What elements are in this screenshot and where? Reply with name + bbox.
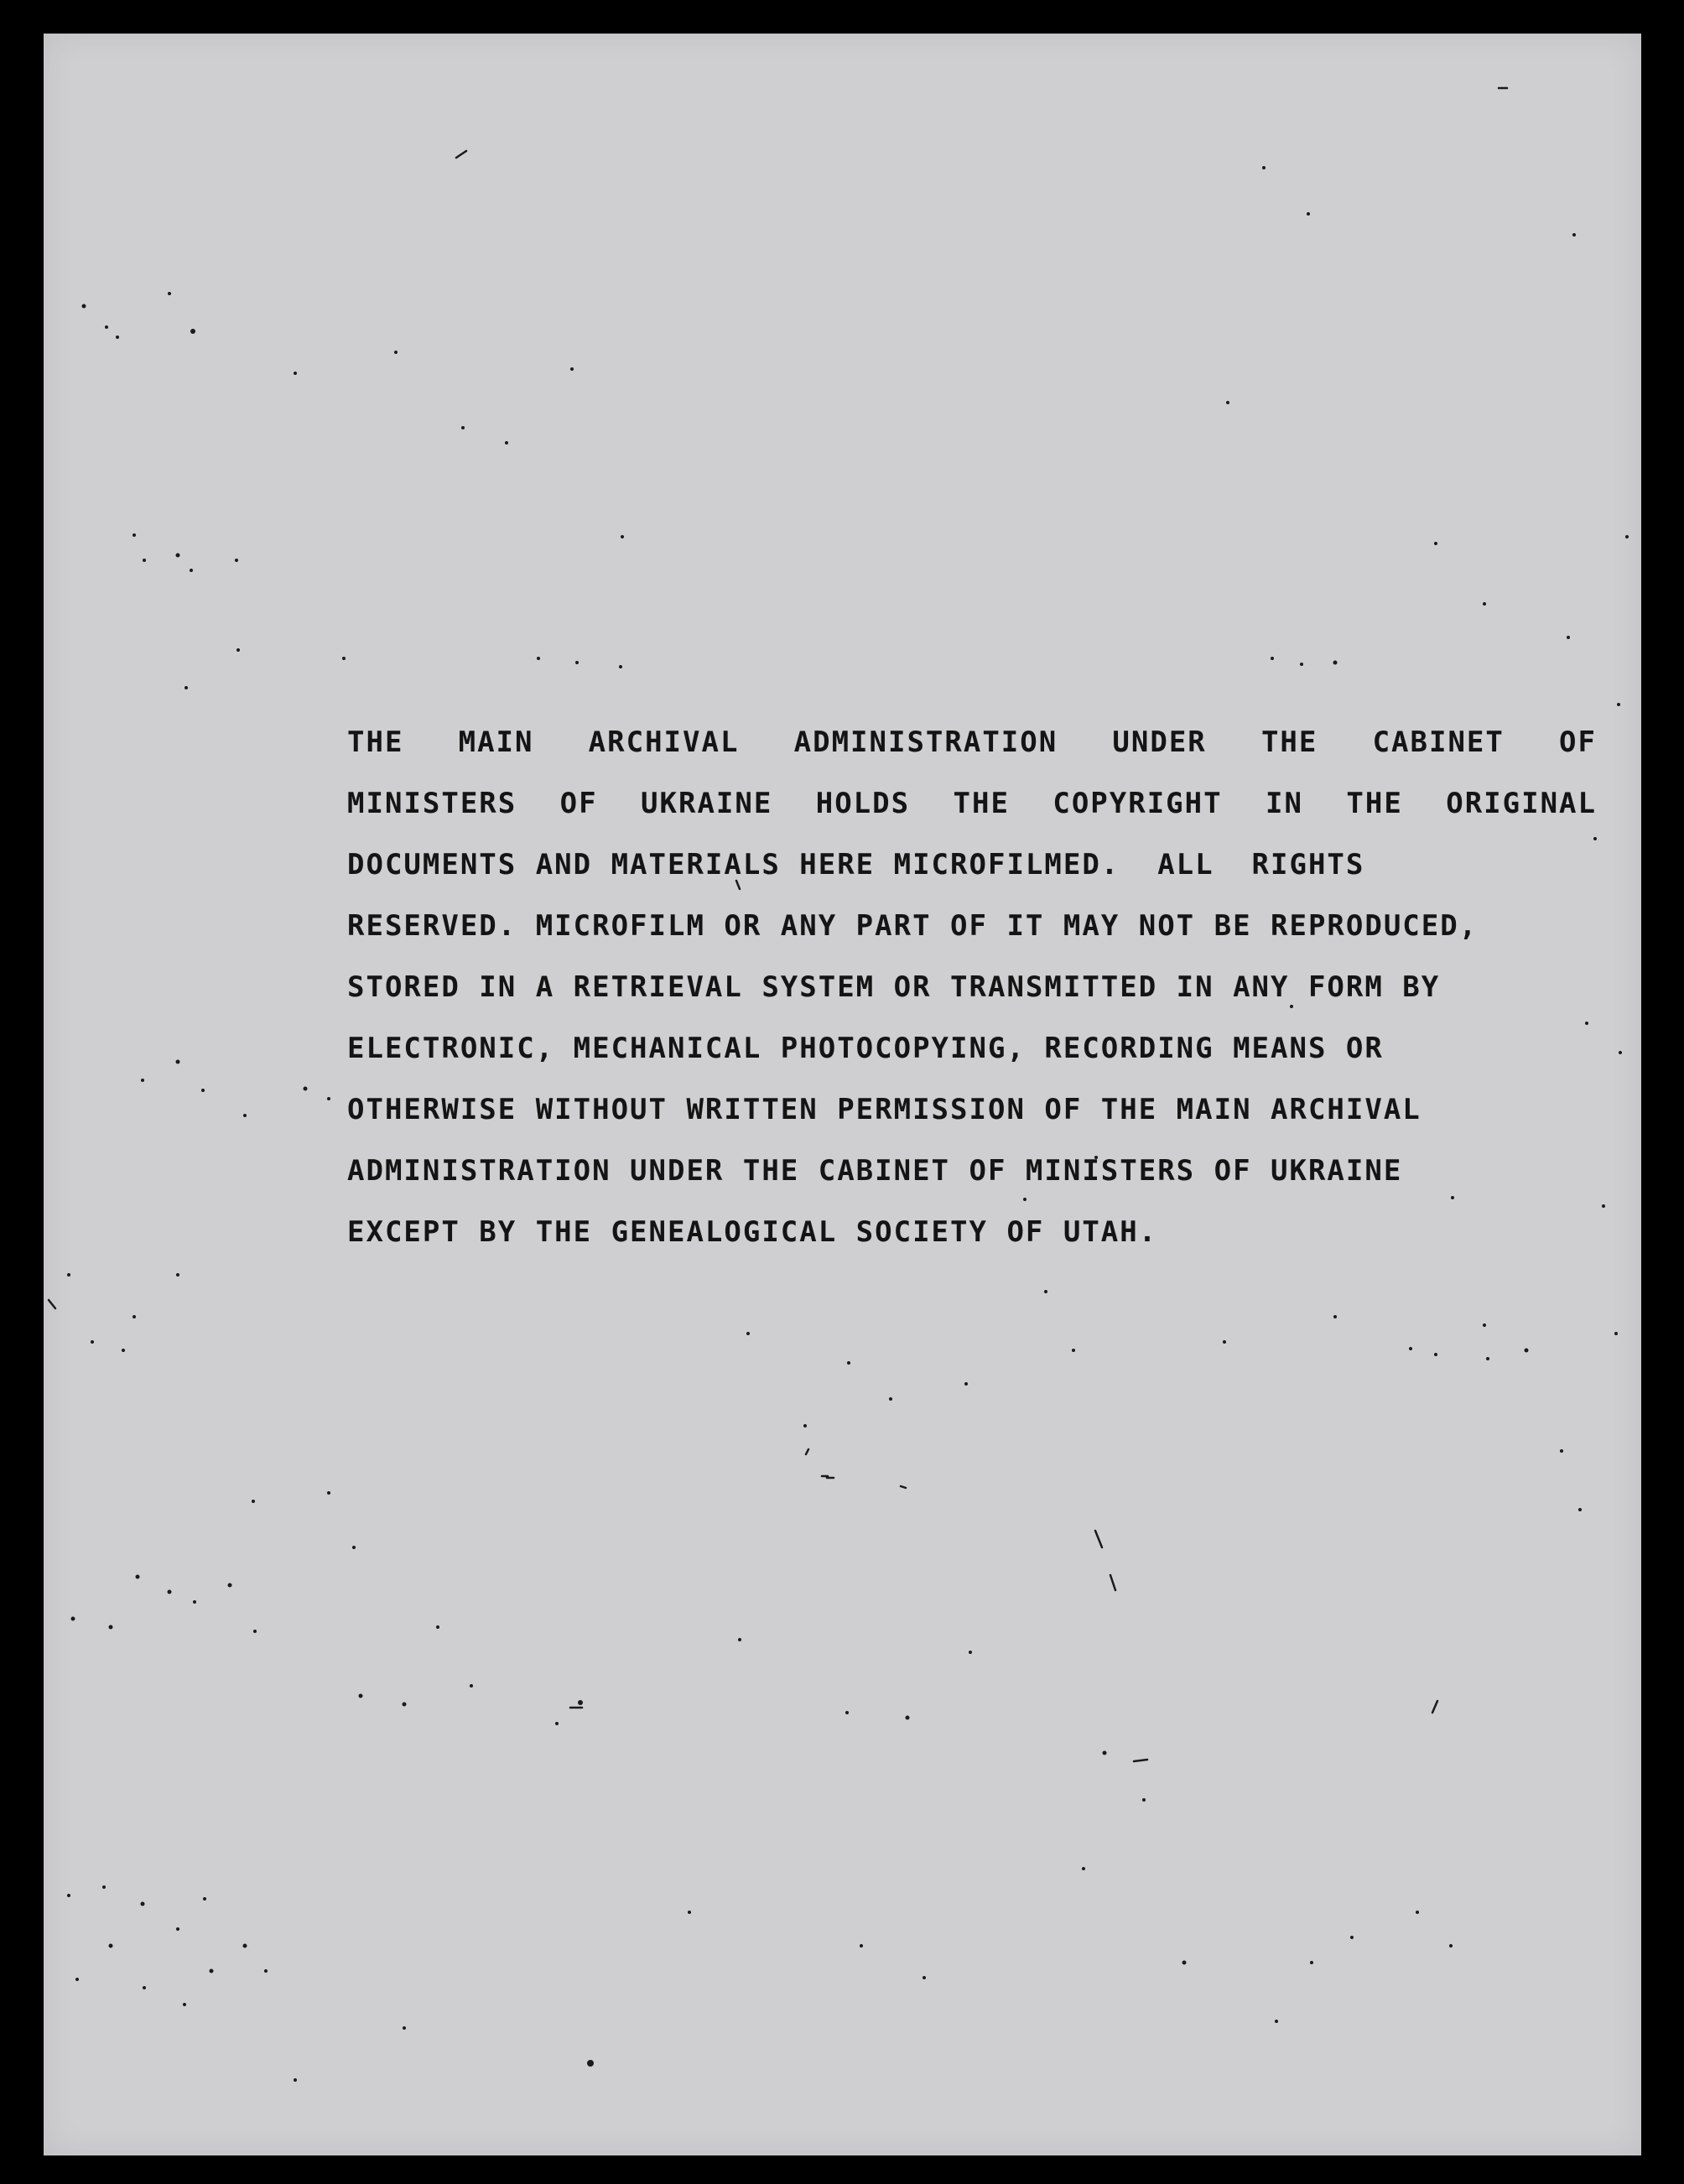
document-page: [44, 34, 1641, 2155]
notice-line: RESERVED. MICROFILM OR ANY PART OF IT MAY NOT BE REPRODUCED,: [347, 909, 1479, 943]
copyright-notice: [347, 725, 1597, 1277]
notice-line: ADMINISTRATION UNDER THE CABINET OF MINISTERS OF UKRAINE: [347, 1154, 1403, 1188]
notice-line: MINISTERS OF UKRAINE HOLDS THE COPYRIGHT IN THE ORIGINAL: [347, 787, 1597, 820]
notice-line: OTHERWISE WITHOUT WRITTEN PERMISSION OF THE MAIN ARCHIVAL: [347, 1093, 1422, 1126]
notice-line: EXCEPT BY THE GENEALOGICAL SOCIETY OF UTAH.: [347, 1215, 1158, 1249]
notice-line: ELECTRONIC, MECHANICAL PHOTOCOPYING, RECORDING MEANS OR: [347, 1032, 1384, 1065]
notice-line: THE MAIN ARCHIVAL ADMINISTRATION UNDER THE CABINET OF: [347, 725, 1597, 759]
notice-line: DOCUMENTS AND MATERIALS HERE MICROFILMED. ALL RIGHTS: [347, 848, 1365, 881]
notice-line: STORED IN A RETRIEVAL SYSTEM OR TRANSMITTED IN ANY FORM BY: [347, 970, 1441, 1004]
